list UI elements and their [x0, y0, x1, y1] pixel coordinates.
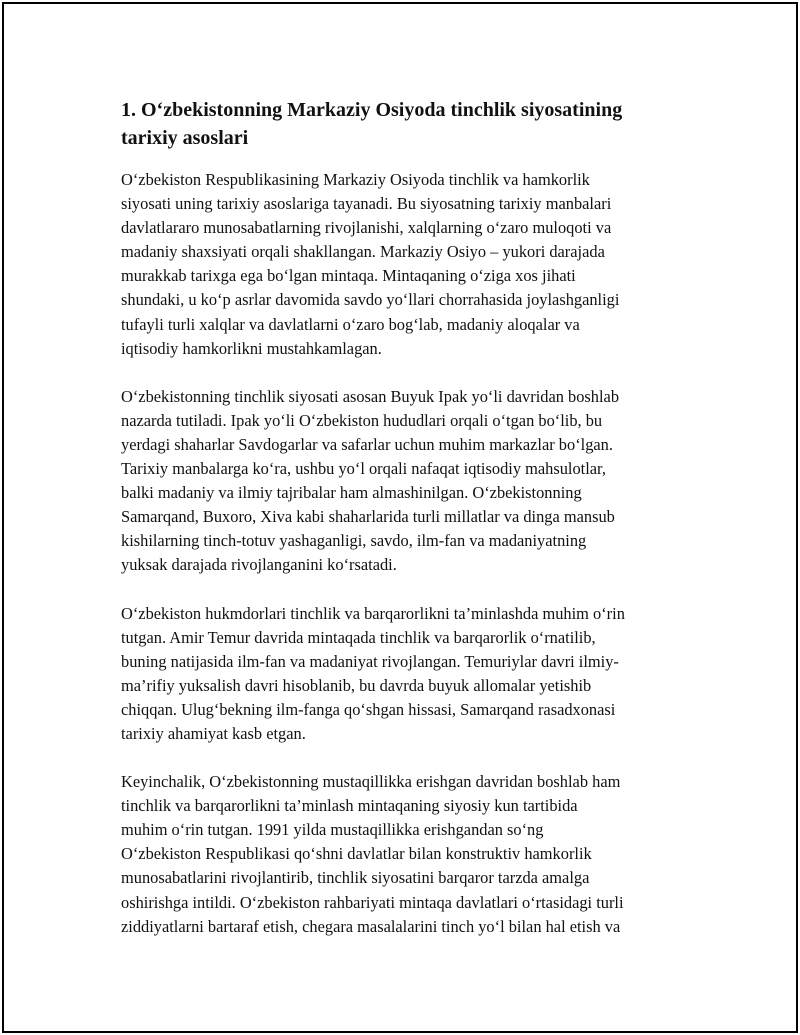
text-line: ma’rifiy yuksalish davri hisoblanib, bu davrda buyuk allomalar yetishib — [121, 675, 592, 695]
text-line: madaniy shaxsiyati orqali shakllangan. Markaziy Osiyo – yukori darajada — [121, 242, 605, 262]
text-line: O‘zbekiston Respublikasi qo‘shni davlatlar bilan konstruktiv hamkorlik — [121, 844, 592, 864]
text-line: shundaki, u ko‘p asrlar davomida savdo yo‘llari chorrahasida joylashganligi — [121, 290, 620, 310]
text-line: O‘zbekiston hukmdorlari tinchlik va barqarorlikni ta’minlashda muhim o‘rin — [121, 603, 625, 623]
text-line: muhim o‘rin tutgan. 1991 yilda mustaqillikka erishgandan so‘ng — [121, 820, 544, 840]
paragraph-2 — [121, 385, 693, 578]
paragraph-1 — [121, 168, 693, 361]
text-line: Samarqand, Buxoro, Xiva kabi shaharlarida turli millatlar va dinga mansub — [121, 507, 615, 527]
heading-line: 1. O‘zbekistonning Markaziy Osiyoda tinchlik siyosatining — [121, 99, 623, 121]
paragraph-3 — [121, 602, 693, 747]
text-line: O‘zbekiston Respublikasining Markaziy Osiyoda tinchlik va hamkorlik — [121, 170, 590, 189]
text-line: yerdagi shaharlar Savdogarlar va safarlar uchun muhim markazlar bo‘lgan. — [121, 434, 613, 454]
text-line: chiqqan. Ulug‘bekning ilm-fanga qo‘shgan hissasi, Samarqand rasadxonasi — [121, 699, 616, 719]
text-line: oshirishga intildi. O‘zbekiston rahbariyati mintaqa davlatlari o‘rtasidagi turli — [121, 892, 624, 912]
text-line: ziddiyatlarni bartaraf etish, chegara masalalarini tinch yo‘l bilan hal etish va — [121, 916, 621, 936]
text-line: balki madaniy va ilmiy tajribalar ham almashinilgan. O‘zbekistonning — [121, 483, 582, 503]
text-line: Tarixiy manbalarga ko‘ra, ushbu yo‘l orqali nafaqat iqtisodiy mahsulotlar, — [121, 459, 606, 479]
text-line: davlatlararo munosabatlarning rivojlanishi, xalqlarning o‘zaro muloqoti va — [121, 218, 612, 238]
text-line: tutgan. Amir Temur davrida mintaqada tinchlik va barqarorlik o‘rnatilib, — [121, 627, 596, 647]
text-line: yuksak darajada rivojlanganini ko‘rsatadi. — [121, 555, 397, 575]
page-frame — [2, 2, 798, 1033]
text-line: nazarda tutiladi. Ipak yo‘li O‘zbekiston hududlari orqali o‘tgan bo‘lib, bu — [121, 410, 603, 430]
text-line: murakkab tarixga ega bo‘lgan mintaqa. Mintaqaning o‘ziga xos jihati — [121, 266, 576, 286]
text-line: Keyinchalik, O‘zbekistonning mustaqillikka erishgan davridan boshlab ham — [121, 772, 621, 792]
text-line: kishilarning tinch-totuv yashaganligi, savdo, ilm-fan va madaniyatning — [121, 531, 587, 551]
text-line: siyosati uning tarixiy asoslariga tayanadi. Bu siyosatning tarixiy manbalari — [121, 194, 612, 214]
heading-line: tarixiy asoslari — [121, 127, 249, 149]
section-heading — [121, 96, 693, 152]
document-body — [121, 96, 693, 963]
text-line: iqtisodiy hamkorlikni mustahkamlagan. — [121, 338, 382, 358]
text-line: tarixiy ahamiyat kasb etgan. — [121, 723, 306, 743]
text-line: tinchlik va barqarorlikni ta’minlash mintaqaning siyosiy kun tartibida — [121, 796, 578, 816]
text-line: O‘zbekistonning tinchlik siyosati asosan Buyuk Ipak yo‘li davridan boshlab — [121, 386, 620, 406]
text-line: tufayli turli xalqlar va davlatlarni o‘zaro bog‘lab, madaniy aloqalar va — [121, 314, 580, 334]
text-line: munosabatlarini rivojlantirib, tinchlik siyosatini barqaror tarzda amalga — [121, 868, 590, 888]
paragraph-4 — [121, 770, 693, 939]
text-line: buning natijasida ilm-fan va madaniyat rivojlangan. Temuriylar davri ilmiy- — [121, 651, 619, 671]
